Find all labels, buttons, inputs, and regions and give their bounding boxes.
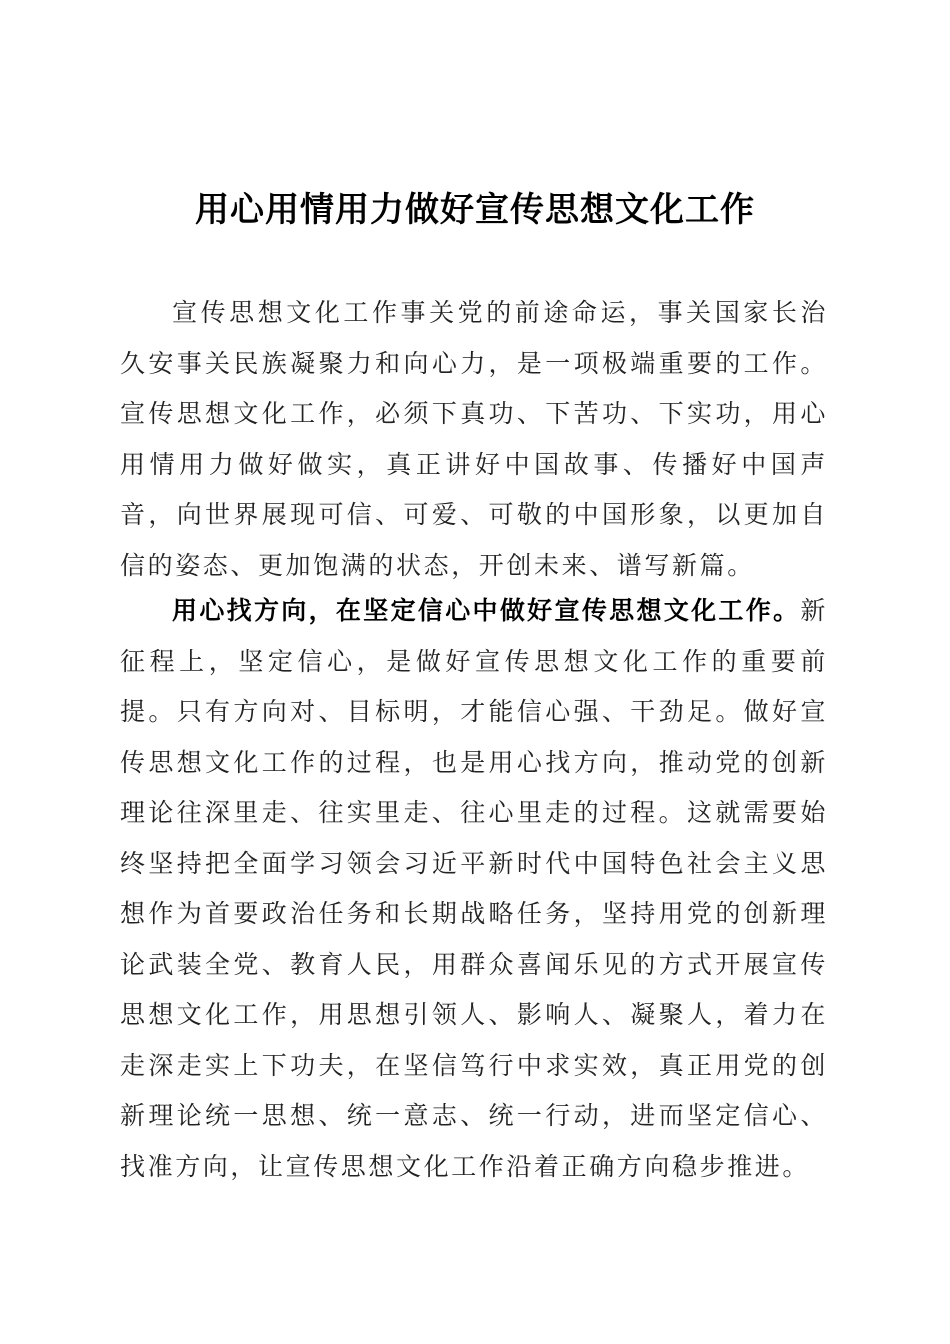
paragraph-1 [120, 288, 828, 591]
paragraph-2-lead: 用心找方向，在坚定信心中做好宣传思想文化工作。 [172, 596, 801, 625]
paragraph-2 [120, 586, 828, 1192]
document-title: 用心用情用力做好宣传思想文化工作 [195, 190, 755, 230]
paragraph-2-text: 新征程上，坚定信心，是做好宣传思想文化工作的重要前提。只有方向对、目标明，才能信心强、干劲足。做好宣传思想文化工作的过程，也是用心找方向，推动党的创新理论往深里走、往实里走、往心里走的过程。这就需要始终坚持把全面学习领会习近平新时代中国特色社会主义思想作为首要政治任务和长期战略任务，坚持用党的创新理论武装全党、教育人民，用群众喜闻乐见的方式开展宣传思想文化工作，用思想引领人、影响人、凝聚人，着力在走深走实上下功夫，在坚信笃行中求实效，真正用党的创新理论统一思想、统一意志、统一行动，进而坚定信心、找准方向，让宣传思想文化工作沿着正确方向稳步推进。 [120, 596, 828, 1181]
paragraph-1-text: 宣传思想文化工作事关党的前途命运，事关国家长治久安事关民族凝聚力和向心力，是一项极端重要的工作。宣传思想文化工作，必须下真功、下苦功、下实功，用心用情用力做好做实，真正讲好中国故事、传播好中国声音，向世界展现可信、可爱、可敬的中国形象，以更加自信的姿态、更加饱满的状态，开创未来、谱写新篇。 [120, 298, 828, 580]
